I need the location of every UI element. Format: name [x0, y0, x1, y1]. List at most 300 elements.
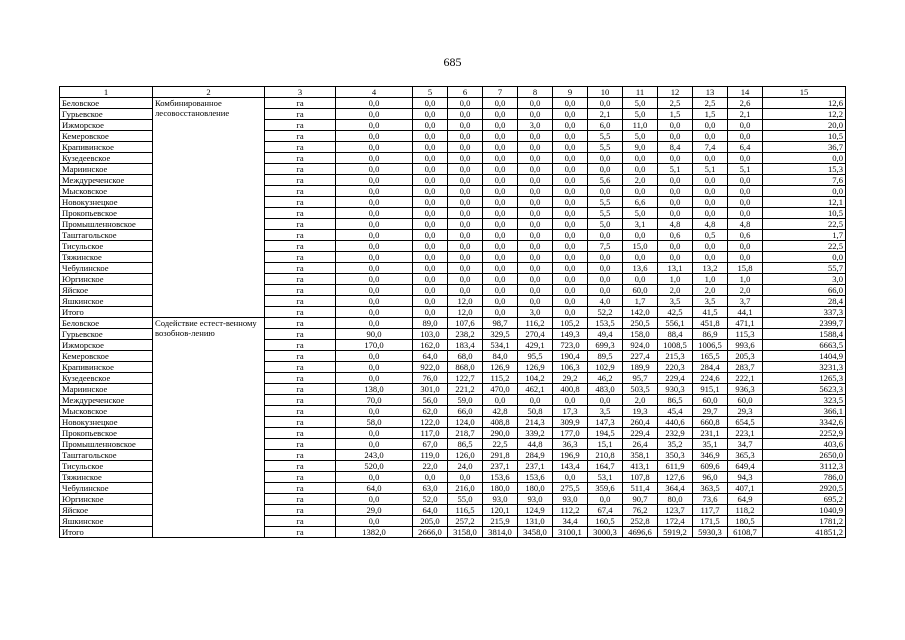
- value-cell: 252,8: [623, 516, 658, 527]
- value-cell: 0,0: [518, 219, 553, 230]
- value-cell: 0,0: [336, 373, 413, 384]
- value-cell: 86,5: [448, 439, 483, 450]
- value-cell: 0,0: [483, 175, 518, 186]
- total-cell: 0,0: [763, 153, 846, 164]
- value-cell: 0,0: [483, 120, 518, 131]
- value-cell: 98,7: [483, 318, 518, 329]
- unit-cell: га: [265, 384, 336, 395]
- unit-cell: га: [265, 230, 336, 241]
- value-cell: 227,4: [623, 351, 658, 362]
- value-cell: 66,0: [448, 406, 483, 417]
- value-cell: 2,6: [728, 98, 763, 109]
- value-cell: 924,0: [623, 340, 658, 351]
- value-cell: 9,0: [623, 142, 658, 153]
- value-cell: 0,0: [728, 153, 763, 164]
- value-cell: 0,0: [588, 98, 623, 109]
- value-cell: 52,2: [588, 307, 623, 318]
- value-cell: 0,0: [553, 241, 588, 252]
- value-cell: 649,4: [728, 461, 763, 472]
- value-cell: 511,4: [623, 483, 658, 494]
- value-cell: 0,0: [336, 219, 413, 230]
- value-cell: 0,0: [553, 109, 588, 120]
- value-cell: 365,3: [728, 450, 763, 461]
- value-cell: 89,5: [588, 351, 623, 362]
- total-cell: 10,5: [763, 131, 846, 142]
- district-name-cell: Тяжинское: [60, 472, 153, 483]
- total-cell: 337,3: [763, 307, 846, 318]
- value-cell: 106,3: [553, 362, 588, 373]
- value-cell: 0,0: [336, 208, 413, 219]
- total-cell: 1265,3: [763, 373, 846, 384]
- value-cell: 3458,0: [518, 527, 553, 538]
- value-cell: 0,0: [518, 395, 553, 406]
- total-cell: 12,6: [763, 98, 846, 109]
- total-cell: 41851,2: [763, 527, 846, 538]
- unit-cell: га: [265, 516, 336, 527]
- value-cell: 0,0: [588, 230, 623, 241]
- value-cell: 224,6: [693, 373, 728, 384]
- total-cell: 36,7: [763, 142, 846, 153]
- value-cell: 64,0: [413, 505, 448, 516]
- value-cell: 284,4: [693, 362, 728, 373]
- value-cell: 0,0: [448, 252, 483, 263]
- total-cell: 1,7: [763, 230, 846, 241]
- value-cell: 0,0: [553, 230, 588, 241]
- value-cell: 126,0: [448, 450, 483, 461]
- value-cell: 0,0: [553, 131, 588, 142]
- value-cell: 0,0: [553, 296, 588, 307]
- district-name-cell: Прокопьевское: [60, 428, 153, 439]
- value-cell: 1008,5: [658, 340, 693, 351]
- value-cell: 143,4: [553, 461, 588, 472]
- value-cell: 26,4: [623, 439, 658, 450]
- value-cell: 52,0: [413, 494, 448, 505]
- district-name-cell: Кузедеевское: [60, 153, 153, 164]
- value-cell: 723,0: [553, 340, 588, 351]
- value-cell: 153,6: [518, 472, 553, 483]
- value-cell: 309,9: [553, 417, 588, 428]
- value-cell: 0,0: [553, 153, 588, 164]
- value-cell: 180,0: [483, 483, 518, 494]
- total-cell: 66,0: [763, 285, 846, 296]
- value-cell: 120,1: [483, 505, 518, 516]
- value-cell: 162,0: [413, 340, 448, 351]
- value-cell: 0,0: [448, 120, 483, 131]
- total-cell: 28,4: [763, 296, 846, 307]
- value-cell: 2,0: [693, 285, 728, 296]
- value-cell: 165,5: [693, 351, 728, 362]
- district-name-cell: Ижморское: [60, 120, 153, 131]
- value-cell: 5930,3: [693, 527, 728, 538]
- value-cell: 3000,3: [588, 527, 623, 538]
- value-cell: 0,0: [553, 252, 588, 263]
- value-cell: 8,4: [658, 142, 693, 153]
- value-cell: 67,0: [413, 439, 448, 450]
- district-name-cell: Междуреченское: [60, 395, 153, 406]
- value-cell: 180,5: [728, 516, 763, 527]
- value-cell: 413,1: [623, 461, 658, 472]
- value-cell: 105,2: [553, 318, 588, 329]
- district-name-cell: Кемеровское: [60, 351, 153, 362]
- unit-cell: га: [265, 340, 336, 351]
- value-cell: 147,3: [588, 417, 623, 428]
- district-name-cell: Тисульское: [60, 461, 153, 472]
- value-cell: 60,0: [728, 395, 763, 406]
- total-cell: 15,3: [763, 164, 846, 175]
- value-cell: 1,0: [658, 274, 693, 285]
- value-cell: 0,0: [553, 142, 588, 153]
- value-cell: 5,5: [588, 197, 623, 208]
- value-cell: 116,2: [518, 318, 553, 329]
- district-name-cell: Итого: [60, 527, 153, 538]
- value-cell: 0,0: [658, 186, 693, 197]
- value-cell: 237,1: [483, 461, 518, 472]
- value-cell: 42,8: [483, 406, 518, 417]
- table-row: [60, 318, 846, 329]
- total-cell: 12,1: [763, 197, 846, 208]
- total-cell: 366,1: [763, 406, 846, 417]
- value-cell: 290,0: [483, 428, 518, 439]
- total-cell: 12,2: [763, 109, 846, 120]
- unit-cell: га: [265, 164, 336, 175]
- value-cell: 5,1: [693, 164, 728, 175]
- value-cell: 0,0: [483, 186, 518, 197]
- district-name-cell: Ижморское: [60, 340, 153, 351]
- value-cell: 0,0: [413, 307, 448, 318]
- value-cell: 11,0: [623, 120, 658, 131]
- district-name-cell: Яшкинское: [60, 296, 153, 307]
- value-cell: 216,0: [448, 483, 483, 494]
- value-cell: 7,4: [693, 142, 728, 153]
- value-cell: 96,0: [693, 472, 728, 483]
- value-cell: 6,6: [623, 197, 658, 208]
- value-cell: 520,0: [336, 461, 413, 472]
- value-cell: 24,0: [448, 461, 483, 472]
- value-cell: 0,0: [413, 230, 448, 241]
- value-cell: 0,0: [518, 274, 553, 285]
- value-cell: 119,0: [413, 450, 448, 461]
- value-cell: 0,0: [448, 472, 483, 483]
- value-cell: 400,8: [553, 384, 588, 395]
- value-cell: 172,4: [658, 516, 693, 527]
- value-cell: 3,5: [588, 406, 623, 417]
- value-cell: 2,0: [728, 285, 763, 296]
- unit-cell: га: [265, 285, 336, 296]
- value-cell: 346,9: [693, 450, 728, 461]
- unit-cell: га: [265, 417, 336, 428]
- value-cell: 0,0: [693, 186, 728, 197]
- value-cell: 0,0: [588, 263, 623, 274]
- value-cell: 0,0: [623, 230, 658, 241]
- value-cell: 699,3: [588, 340, 623, 351]
- total-cell: 2650,0: [763, 450, 846, 461]
- unit-cell: га: [265, 329, 336, 340]
- value-cell: 107,8: [623, 472, 658, 483]
- unit-cell: га: [265, 263, 336, 274]
- value-cell: 93,0: [553, 494, 588, 505]
- value-cell: 90,7: [623, 494, 658, 505]
- value-cell: 915,1: [693, 384, 728, 395]
- total-cell: 403,6: [763, 439, 846, 450]
- value-cell: 0,0: [448, 98, 483, 109]
- value-cell: 124,9: [518, 505, 553, 516]
- district-name-cell: Чебулинское: [60, 263, 153, 274]
- district-name-cell: Тисульское: [60, 241, 153, 252]
- value-cell: 0,0: [658, 175, 693, 186]
- value-cell: 160,5: [588, 516, 623, 527]
- value-cell: 0,0: [413, 186, 448, 197]
- district-name-cell: Чебулинское: [60, 483, 153, 494]
- value-cell: 0,0: [518, 131, 553, 142]
- value-cell: 0,0: [588, 252, 623, 263]
- value-cell: 93,0: [518, 494, 553, 505]
- value-cell: 35,2: [658, 439, 693, 450]
- column-number-9: 9: [553, 87, 588, 98]
- value-cell: 231,1: [693, 428, 728, 439]
- value-cell: 223,1: [728, 428, 763, 439]
- value-cell: 556,1: [658, 318, 693, 329]
- value-cell: 930,3: [658, 384, 693, 395]
- value-cell: 126,9: [483, 362, 518, 373]
- value-cell: 0,0: [483, 153, 518, 164]
- value-cell: 42,5: [658, 307, 693, 318]
- value-cell: 0,0: [518, 241, 553, 252]
- value-cell: 257,2: [448, 516, 483, 527]
- value-cell: 122,0: [413, 417, 448, 428]
- value-cell: 0,0: [336, 109, 413, 120]
- page-number: 685: [443, 55, 462, 69]
- unit-cell: га: [265, 472, 336, 483]
- value-cell: 0,0: [448, 241, 483, 252]
- value-cell: 205,3: [728, 351, 763, 362]
- column-number-row: [60, 87, 846, 98]
- value-cell: 19,3: [623, 406, 658, 417]
- value-cell: 2,0: [658, 285, 693, 296]
- total-cell: 2399,7: [763, 318, 846, 329]
- value-cell: 358,1: [623, 450, 658, 461]
- district-name-cell: Прокопьевское: [60, 208, 153, 219]
- value-cell: 0,0: [336, 362, 413, 373]
- value-cell: 0,0: [336, 153, 413, 164]
- value-cell: 0,0: [483, 285, 518, 296]
- value-cell: 58,0: [336, 417, 413, 428]
- value-cell: 15,1: [588, 439, 623, 450]
- value-cell: 3814,0: [483, 527, 518, 538]
- value-cell: 4,8: [728, 219, 763, 230]
- value-cell: 0,0: [658, 208, 693, 219]
- value-cell: 0,0: [658, 153, 693, 164]
- value-cell: 0,0: [553, 263, 588, 274]
- forest-restoration-table: [59, 86, 846, 538]
- value-cell: 126,9: [518, 362, 553, 373]
- value-cell: 0,0: [553, 219, 588, 230]
- value-cell: 0,0: [483, 142, 518, 153]
- column-number-5: 5: [413, 87, 448, 98]
- value-cell: 0,0: [728, 120, 763, 131]
- value-cell: 0,0: [553, 274, 588, 285]
- value-cell: 29,7: [693, 406, 728, 417]
- value-cell: 13,2: [693, 263, 728, 274]
- value-cell: 0,0: [658, 120, 693, 131]
- value-cell: 0,0: [336, 494, 413, 505]
- value-cell: 0,0: [448, 230, 483, 241]
- value-cell: 0,0: [483, 109, 518, 120]
- value-cell: 153,6: [483, 472, 518, 483]
- value-cell: 95,7: [623, 373, 658, 384]
- district-name-cell: Мариинское: [60, 164, 153, 175]
- value-cell: 0,0: [518, 263, 553, 274]
- value-cell: 44,8: [518, 439, 553, 450]
- value-cell: 5,0: [623, 109, 658, 120]
- value-cell: 13,6: [623, 263, 658, 274]
- district-name-cell: Беловское: [60, 98, 153, 109]
- value-cell: 0,0: [623, 252, 658, 263]
- total-cell: 22,5: [763, 241, 846, 252]
- value-cell: 12,0: [448, 296, 483, 307]
- value-cell: 270,4: [518, 329, 553, 340]
- value-cell: 17,3: [553, 406, 588, 417]
- value-cell: 214,3: [518, 417, 553, 428]
- value-cell: 164,7: [588, 461, 623, 472]
- value-cell: 67,4: [588, 505, 623, 516]
- value-cell: 0,0: [728, 186, 763, 197]
- value-cell: 5,5: [588, 208, 623, 219]
- value-cell: 2666,0: [413, 527, 448, 538]
- value-cell: 205,0: [413, 516, 448, 527]
- total-cell: 0,0: [763, 186, 846, 197]
- value-cell: 0,0: [553, 197, 588, 208]
- value-cell: 215,3: [658, 351, 693, 362]
- value-cell: 112,2: [553, 505, 588, 516]
- total-cell: 2252,9: [763, 428, 846, 439]
- value-cell: 149,3: [553, 329, 588, 340]
- value-cell: 329,5: [483, 329, 518, 340]
- value-cell: 13,1: [658, 263, 693, 274]
- value-cell: 117,0: [413, 428, 448, 439]
- value-cell: 0,0: [518, 142, 553, 153]
- value-cell: 0,0: [336, 230, 413, 241]
- value-cell: 301,0: [413, 384, 448, 395]
- value-cell: 350,3: [658, 450, 693, 461]
- value-cell: 0,0: [693, 120, 728, 131]
- value-cell: 7,5: [588, 241, 623, 252]
- value-cell: 237,1: [518, 461, 553, 472]
- value-cell: 359,6: [588, 483, 623, 494]
- total-cell: 786,0: [763, 472, 846, 483]
- district-name-cell: Промышленновское: [60, 439, 153, 450]
- value-cell: 0,0: [413, 219, 448, 230]
- district-name-cell: Мысковское: [60, 186, 153, 197]
- value-cell: 0,0: [448, 164, 483, 175]
- value-cell: 194,5: [588, 428, 623, 439]
- total-cell: 3,0: [763, 274, 846, 285]
- value-cell: 0,0: [553, 164, 588, 175]
- total-cell: 7,6: [763, 175, 846, 186]
- value-cell: 2,5: [658, 98, 693, 109]
- value-cell: 0,0: [518, 197, 553, 208]
- value-cell: 5,1: [728, 164, 763, 175]
- value-cell: 0,0: [553, 175, 588, 186]
- value-cell: 0,0: [336, 285, 413, 296]
- value-cell: 0,0: [336, 351, 413, 362]
- unit-cell: га: [265, 197, 336, 208]
- value-cell: 0,0: [483, 241, 518, 252]
- value-cell: 60,0: [693, 395, 728, 406]
- value-cell: 0,0: [693, 197, 728, 208]
- value-cell: 284,9: [518, 450, 553, 461]
- value-cell: 0,0: [413, 164, 448, 175]
- total-cell: 323,5: [763, 395, 846, 406]
- value-cell: 0,0: [623, 153, 658, 164]
- district-name-cell: Итого: [60, 307, 153, 318]
- value-cell: 0,0: [413, 109, 448, 120]
- value-cell: 407,1: [728, 483, 763, 494]
- district-name-cell: Таштагольское: [60, 230, 153, 241]
- unit-cell: га: [265, 120, 336, 131]
- district-name-cell: Таштагольское: [60, 450, 153, 461]
- value-cell: 0,0: [588, 186, 623, 197]
- district-name-cell: Яшкинское: [60, 516, 153, 527]
- value-cell: 64,0: [413, 351, 448, 362]
- total-cell: 10,5: [763, 208, 846, 219]
- value-cell: 229,4: [623, 428, 658, 439]
- value-cell: 56,0: [413, 395, 448, 406]
- value-cell: 440,6: [658, 417, 693, 428]
- value-cell: 0,0: [693, 153, 728, 164]
- value-cell: 0,0: [336, 197, 413, 208]
- district-name-cell: Мариинское: [60, 384, 153, 395]
- value-cell: 210,8: [588, 450, 623, 461]
- value-cell: 118,2: [728, 505, 763, 516]
- total-cell: 55,7: [763, 263, 846, 274]
- column-number-4: 4: [336, 87, 413, 98]
- value-cell: 5,0: [588, 219, 623, 230]
- value-cell: 0,0: [728, 241, 763, 252]
- value-cell: 123,7: [658, 505, 693, 516]
- value-cell: 2,0: [623, 175, 658, 186]
- value-cell: 1,5: [693, 109, 728, 120]
- total-cell: 20,0: [763, 120, 846, 131]
- value-cell: 0,0: [483, 208, 518, 219]
- value-cell: 116,5: [448, 505, 483, 516]
- total-cell: 1781,2: [763, 516, 846, 527]
- table-body: [60, 98, 846, 538]
- total-cell: 0,0: [763, 252, 846, 263]
- unit-cell: га: [265, 362, 336, 373]
- value-cell: 0,0: [448, 142, 483, 153]
- value-cell: 29,0: [336, 505, 413, 516]
- value-cell: 4696,6: [623, 527, 658, 538]
- value-cell: 0,0: [623, 186, 658, 197]
- value-cell: 142,0: [623, 307, 658, 318]
- value-cell: 0,0: [728, 197, 763, 208]
- value-cell: 0,0: [658, 197, 693, 208]
- unit-cell: га: [265, 428, 336, 439]
- value-cell: 0,0: [623, 164, 658, 175]
- value-cell: 70,0: [336, 395, 413, 406]
- value-cell: 215,9: [483, 516, 518, 527]
- value-cell: 29,2: [553, 373, 588, 384]
- value-cell: 654,5: [728, 417, 763, 428]
- value-cell: 0,0: [336, 263, 413, 274]
- value-cell: 158,0: [623, 329, 658, 340]
- value-cell: 0,0: [413, 241, 448, 252]
- value-cell: 64,9: [728, 494, 763, 505]
- unit-cell: га: [265, 131, 336, 142]
- value-cell: 0,0: [448, 186, 483, 197]
- value-cell: 0,0: [336, 439, 413, 450]
- district-name-cell: Междуреченское: [60, 175, 153, 186]
